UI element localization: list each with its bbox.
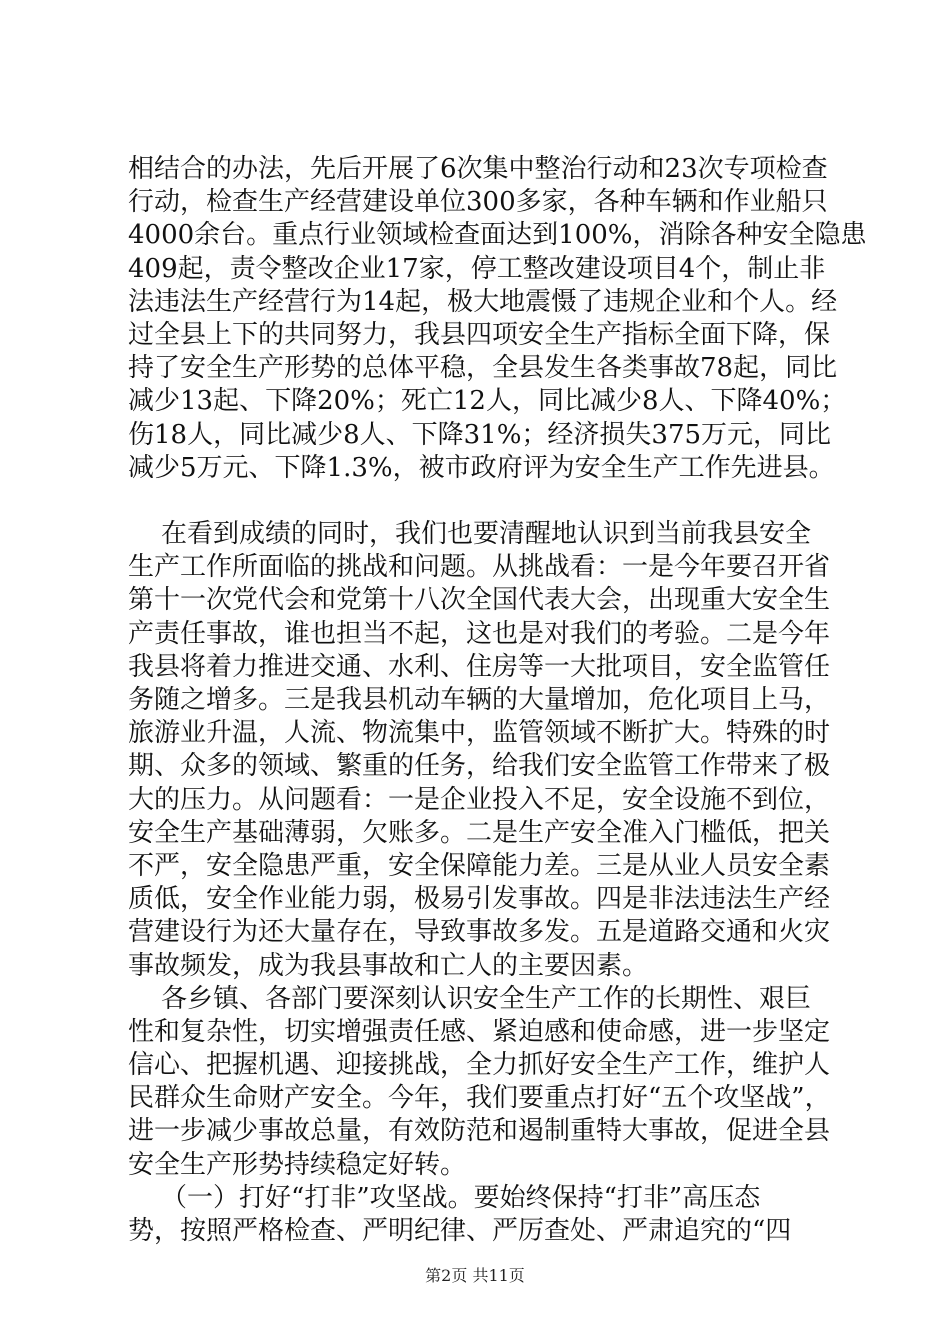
text-line: 大的压力。从问题看：一是企业投入不足，安全设施不到位， (128, 784, 831, 815)
document-body (128, 153, 867, 1248)
text-line: 法违法生产经营行为14起，极大地震慑了违规企业和个人。经 (128, 286, 838, 317)
page-footer (0, 1266, 950, 1286)
text-line: 相结合的办法，先后开展了6次集中整治行动和23次专项检查 (128, 154, 828, 184)
page-number: 第2页 共11页 (425, 1266, 525, 1285)
text-line: 产责任事故，谁也担当不起，这也是对我们的考验。二是今年 (128, 618, 831, 649)
text-line: 安全生产形势持续稳定好转。 (128, 1149, 467, 1180)
text-line: 营建设行为还大量存在，导致事故多发。五是道路交通和火灾 (128, 917, 831, 948)
text-line: 势，按照严格检查、严明纪律、严厉查处、严肃追究的“四 (128, 1216, 792, 1246)
text-line: 性和复杂性，切实增强责任感、紧迫感和使命感，进一步坚定 (128, 1016, 831, 1047)
text-line: 持了安全生产形势的总体平稳，全县发生各类事故78起，同比 (128, 353, 838, 384)
text-line: 减少13起、下降20%；死亡12人，同比减少8人、下降40%； (128, 386, 847, 417)
text-line: 行动，检查生产经营建设单位300多家，各种车辆和作业船只 (128, 187, 828, 218)
text-line: 在看到成绩的同时，我们也要清醒地认识到当前我县安全 (128, 519, 812, 550)
text-line: 事故频发，成为我县事故和亡人的主要因素。 (128, 950, 649, 981)
text-line: 务随之增多。三是我县机动车辆的大量增加，危化项目上马， (128, 685, 831, 715)
text-line: 质低，安全作业能力弱，极易引发事故。四是非法违法生产经 (128, 884, 831, 915)
text-line: 减少5万元、下降1.3%，被市政府评为安全生产工作先进县。 (128, 452, 835, 483)
text-line: 我县将着力推进交通、水利、住房等一大批项目，安全监管任 (128, 651, 831, 682)
text-line: 信心、把握机遇、迎接挑战，全力抓好安全生产工作，维护人 (128, 1050, 831, 1081)
text-line: 4000余台。重点行业领域检查面达到100%，消除各种安全隐患 (128, 220, 867, 251)
paragraph-results (128, 153, 867, 485)
text-line: 旅游业升温，人流、物流集中，监管领域不断扩大。特殊的时 (128, 718, 831, 749)
text-line: 民群众生命财产安全。今年，我们要重点打好“五个攻坚战”， (128, 1083, 831, 1114)
text-line: 409起，责令整改企业17家，停工整改建设项目4个，制止非 (128, 253, 826, 284)
text-line: 伤18人，同比减少8人、下降31%；经济损失375万元，同比 (128, 419, 832, 450)
paragraph-section-one (128, 1182, 828, 1248)
text-line: 第十一次党代会和党第十八次全国代表大会，出现重大安全生 (128, 585, 831, 616)
text-line: 生产工作所面临的挑战和问题。从挑战看：一是今年要召开省 (128, 552, 831, 583)
text-line: 安全生产基础薄弱，欠账多。二是生产安全准入门槛低，把关 (128, 817, 831, 848)
text-line: 不严，安全隐患严重，安全保障能力差。三是从业人员安全素 (128, 850, 831, 881)
paragraph-spacer (128, 485, 828, 518)
text-line: 期、众多的领域、繁重的任务，给我们安全监管工作带来了极 (128, 751, 831, 782)
text-line: 进一步减少事故总量，有效防范和遏制重特大事故，促进全县 (128, 1116, 831, 1147)
text-line: （一）打好“打非”攻坚战。要始终保持“打非”高压态 (128, 1182, 761, 1213)
paragraph-challenges (128, 518, 831, 983)
text-line: 过全县上下的共同努力，我县四项安全生产指标全面下降，保 (128, 319, 831, 350)
paragraph-tasks (128, 983, 831, 1182)
text-line: 各乡镇、各部门要深刻认识安全生产工作的长期性、艰巨 (128, 983, 812, 1014)
